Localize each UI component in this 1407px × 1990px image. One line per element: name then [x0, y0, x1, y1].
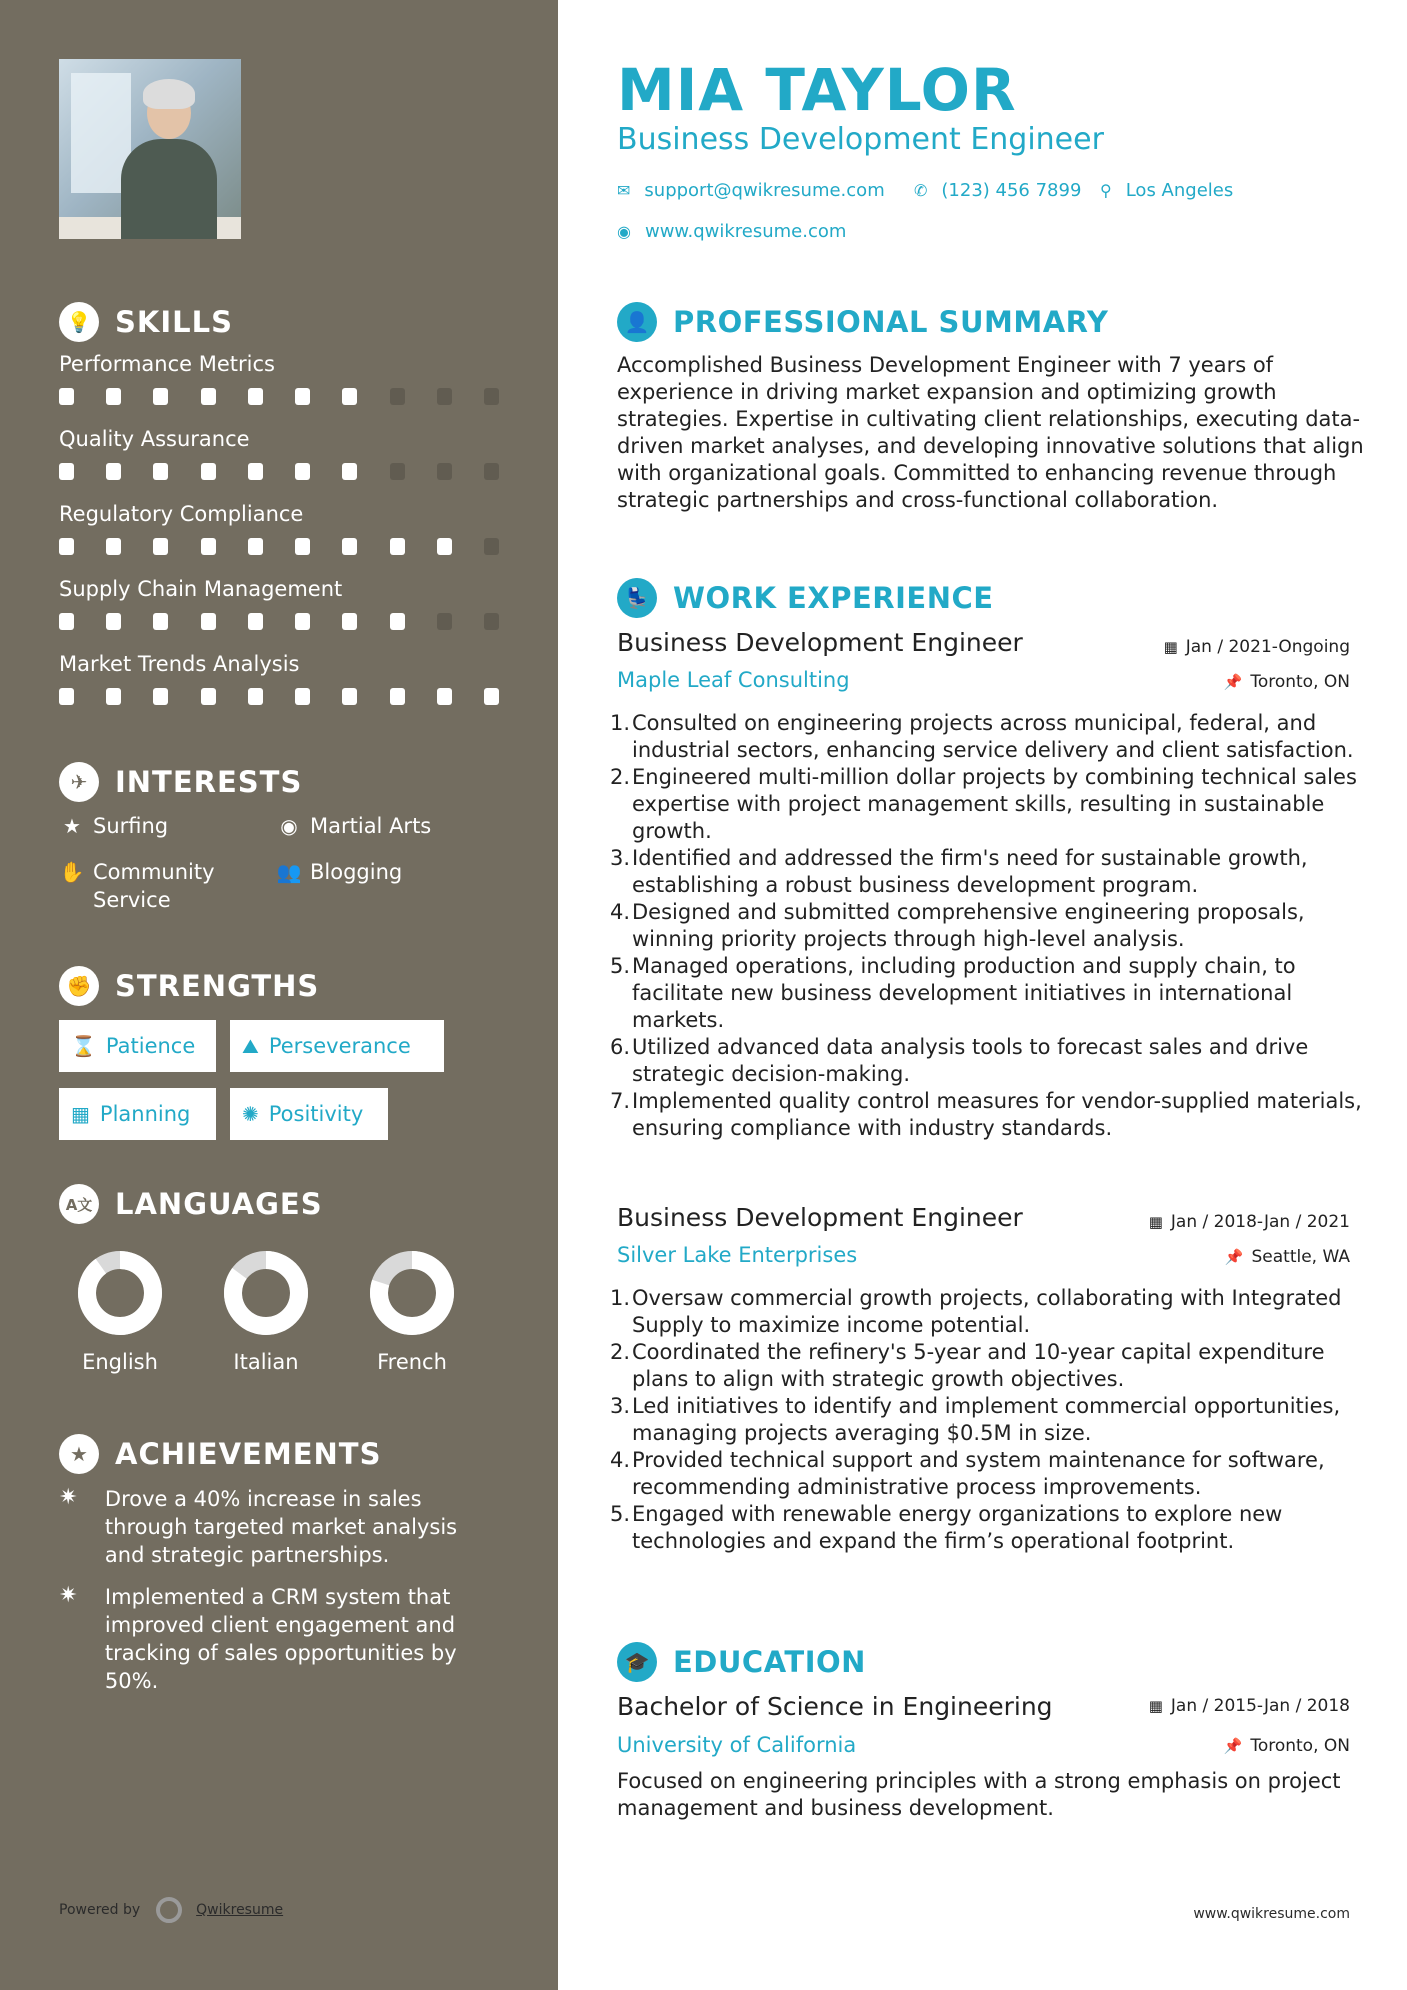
rating-dot — [295, 538, 310, 555]
qwikresume-logo-icon — [156, 1897, 182, 1923]
office-chair-icon: 💺 — [617, 578, 657, 618]
skill-item — [59, 577, 499, 630]
globe-icon: ◉ — [617, 222, 631, 241]
rating-dot — [201, 613, 216, 630]
pin-icon: 📌 — [1223, 673, 1243, 691]
rating-dot — [106, 538, 121, 555]
achievements-heading: ★ ACHIEVEMENTS — [59, 1434, 381, 1474]
achievement-item: ✷ Drove a 40% increase in sales through targeted market analysis and strategic partnerships. — [59, 1485, 458, 1567]
footer-url[interactable]: www.qwikresume.com — [1193, 1906, 1350, 1922]
skill-item — [59, 652, 499, 705]
skills-heading: 💡 SKILLS — [59, 302, 233, 342]
job-bullets — [610, 710, 1380, 1142]
rating-dot — [153, 613, 168, 630]
candidate-name: MIA TAYLOR — [617, 56, 1017, 124]
language-ring — [223, 1250, 309, 1336]
list-item: 4. Provided technical support and system maintenance for software, recommending administrative process improvements. — [610, 1448, 1325, 1499]
user-icon: 👤 — [617, 302, 657, 342]
list-item: 4. Designed and submitted comprehensive engineering proposals, winning priority projects through high-level analysis. — [610, 900, 1305, 951]
skill-rating — [59, 463, 499, 480]
list-item: 3. Identified and addressed the firm's need for sustainable growth, establishing a robust business development program. — [610, 846, 1308, 897]
hourglass-icon: ⌛ — [71, 1034, 96, 1058]
strength-badge: ▦ Planning — [59, 1088, 216, 1140]
achievement-item: ✷ Implemented a CRM system that improved client engagement and tracking of sales opportunities by 50%. — [59, 1583, 457, 1693]
list-item: 3. Led initiatives to identify and implement commercial opportunities, managing projects averaging $0.5M in size. — [610, 1394, 1341, 1445]
job-dates: ▦ Jan / 2018-Jan / 2021 — [1148, 1212, 1350, 1232]
job-role: Business Development Engineer — [617, 1203, 1023, 1232]
rating-dot — [342, 688, 357, 705]
interests-heading: ✈ INTERESTS — [59, 762, 302, 802]
skill-name: Quality Assurance — [59, 427, 250, 451]
job-location: 📌 Seattle, WA — [1224, 1247, 1350, 1267]
rating-dot — [437, 388, 452, 405]
rating-dot — [106, 688, 121, 705]
rating-dot — [484, 613, 499, 630]
rating-dot — [342, 463, 357, 480]
strengths-heading: ✊ STRENGTHS — [59, 966, 319, 1006]
contact-website[interactable]: ◉ www.qwikresume.com — [617, 221, 847, 242]
rating-dot — [484, 538, 499, 555]
map-pin-icon: ⚲ — [1100, 181, 1112, 200]
strength-badge: ⌛ Patience — [59, 1020, 216, 1072]
rating-dot — [248, 538, 263, 555]
list-item: 5. Engaged with renewable energy organizations to explore new technologies and expand the firm’s operational footprint. — [610, 1502, 1283, 1553]
sidebar — [0, 0, 558, 1990]
rating-dot — [484, 388, 499, 405]
language-item: Italian — [196, 1250, 336, 1374]
star-badge-icon: ★ — [59, 1434, 99, 1474]
powered-by: Powered by Qwikresume — [59, 1897, 283, 1923]
rating-dot — [248, 613, 263, 630]
job-role: Business Development Engineer — [617, 628, 1023, 657]
hand-icon: ✋ — [59, 860, 85, 884]
list-item: 7. Implemented quality control measures for vendor-supplied materials, ensuring compliance with industry standards. — [610, 1089, 1362, 1140]
skill-rating — [59, 613, 499, 630]
rating-dot — [59, 463, 74, 480]
calendar-icon: ▦ — [1148, 1213, 1163, 1231]
contact-location: ⚲ Los Angeles — [1100, 180, 1234, 201]
list-item: 1. Consulted on engineering projects across municipal, federal, and industrial sectors, enhancing service delivery and client satisfaction. — [610, 711, 1354, 762]
list-item: 1. Oversaw commercial growth projects, collaborating with Integrated Supply to maximize income potential. — [610, 1286, 1342, 1337]
rating-dot — [390, 538, 405, 555]
summary-text: Accomplished Business Development Engineer with 7 years of experience in driving market expansion and optimizing growth strategies. Expertise in cultivating client relationships, executing data-driven market analyses, and developing innovative solutions that align with organizational goals. Committed to enhancing revenue through strategic partnerships and cross-functional collaboration. — [617, 353, 1364, 512]
rating-dot — [59, 538, 74, 555]
skill-item — [59, 352, 499, 405]
profile-photo — [59, 59, 241, 239]
rating-dot — [484, 688, 499, 705]
envelope-icon: ✉ — [617, 181, 631, 200]
contact-email[interactable]: ✉ support@qwikresume.com — [617, 180, 885, 201]
interest-item: ✋ Community Service — [59, 860, 215, 912]
job-dates: ▦ Jan / 2021-Ongoing — [1163, 637, 1350, 657]
summary-heading: 👤 PROFESSIONAL SUMMARY — [617, 302, 1108, 342]
main-content — [558, 0, 1407, 1990]
rating-dot — [59, 388, 74, 405]
rating-dot — [201, 388, 216, 405]
skill-rating — [59, 688, 499, 705]
skill-name: Supply Chain Management — [59, 577, 343, 601]
ring-fill — [87, 1260, 153, 1326]
paper-plane-icon: ✈ — [59, 762, 99, 802]
rating-dot — [248, 388, 263, 405]
language-item: English — [50, 1250, 190, 1374]
rating-dot — [295, 463, 310, 480]
rating-dot — [201, 688, 216, 705]
rating-dot — [106, 463, 121, 480]
degree: Bachelor of Science in Engineering — [617, 1692, 1053, 1721]
skill-rating — [59, 388, 499, 405]
education-heading: 🎓 EDUCATION — [617, 1642, 866, 1682]
rating-dot — [295, 688, 310, 705]
rating-dot — [59, 613, 74, 630]
education-location: 📌 Toronto, ON — [1223, 1736, 1350, 1756]
contact-phone[interactable]: ✆ (123) 456 7899 — [914, 180, 1082, 201]
rating-dot — [342, 388, 357, 405]
rating-dot — [390, 688, 405, 705]
skill-name: Regulatory Compliance — [59, 502, 304, 526]
language-item: French — [342, 1250, 482, 1374]
job-company: Silver Lake Enterprises — [617, 1243, 858, 1267]
rating-dot — [484, 463, 499, 480]
shooting-star-icon: ✷ — [59, 1583, 78, 1608]
interest-item: 👥 Blogging — [276, 860, 403, 884]
language-ring — [369, 1250, 455, 1336]
school: University of California — [617, 1733, 857, 1757]
rating-dot — [342, 538, 357, 555]
rating-dot — [248, 688, 263, 705]
interest-item: ★ Surfing — [59, 812, 168, 840]
rating-dot — [201, 463, 216, 480]
users-icon: 👥 — [276, 860, 302, 884]
rating-dot — [342, 613, 357, 630]
rating-dot — [437, 688, 452, 705]
list-item: 5. Managed operations, including production and supply chain, to facilitate new business development initiatives in international markets. — [610, 954, 1296, 1032]
rating-dot — [390, 613, 405, 630]
climber-icon: ⛰ — [242, 1034, 259, 1058]
skill-name: Market Trends Analysis — [59, 652, 300, 676]
rating-dot — [201, 538, 216, 555]
calendar-icon: ▦ — [1148, 1697, 1163, 1715]
rating-dot — [153, 463, 168, 480]
rating-dot — [437, 463, 452, 480]
lightbulb-icon: 💡 — [59, 302, 99, 342]
candidate-title: Business Development Engineer — [617, 122, 1104, 157]
rating-dot — [248, 463, 263, 480]
pin-icon: 📌 — [1223, 1737, 1243, 1755]
rating-dot — [153, 688, 168, 705]
job-company: Maple Leaf Consulting — [617, 668, 850, 692]
strength-badge: ✺ Positivity — [230, 1088, 388, 1140]
fist-icon: ✊ — [59, 966, 99, 1006]
graduate-icon: 🎓 — [617, 1642, 657, 1682]
translate-icon: A文 — [59, 1184, 99, 1224]
rating-dot — [295, 613, 310, 630]
sun-icon: ✺ — [242, 1102, 259, 1126]
rating-dot — [437, 613, 452, 630]
list-item: 2. Engineered multi-million dollar projects by combining technical sales expertise with project management skills, resulting in sustainable growth. — [610, 765, 1357, 843]
strength-badge: ⛰ Perseverance — [230, 1020, 444, 1072]
list-item: 6. Utilized advanced data analysis tools to forecast sales and drive strategic decision-making. — [610, 1035, 1309, 1086]
rating-dot — [437, 538, 452, 555]
rating-dot — [153, 538, 168, 555]
calendar-icon: ▦ — [1163, 638, 1178, 656]
job-location: 📌 Toronto, ON — [1223, 672, 1350, 692]
qwikresume-link[interactable]: Qwikresume — [196, 1902, 284, 1918]
education-dates: ▦ Jan / 2015-Jan / 2018 — [1148, 1696, 1350, 1716]
rating-dot — [295, 388, 310, 405]
phone-icon: ✆ — [914, 181, 928, 200]
rating-dot — [106, 388, 121, 405]
skill-name: Performance Metrics — [59, 352, 275, 376]
skill-rating — [59, 538, 499, 555]
rating-dot — [59, 688, 74, 705]
education-text: Focused on engineering principles with a strong emphasis on project management and business development. — [617, 1769, 1341, 1820]
star-icon: ★ — [63, 814, 81, 838]
rating-dot — [390, 463, 405, 480]
list-item: 2. Coordinated the refinery's 5-year and 10-year capital expenditure plans to align with strategic growth objectives. — [610, 1340, 1325, 1391]
skill-item — [59, 427, 499, 480]
skill-item — [59, 502, 499, 555]
interest-item: ◉ Martial Arts — [276, 812, 431, 840]
job-bullets — [610, 1285, 1380, 1555]
calendar-icon: ▦ — [71, 1102, 90, 1126]
language-ring — [77, 1250, 163, 1336]
rating-dot — [390, 388, 405, 405]
rating-dot — [106, 613, 121, 630]
shooting-star-icon: ✷ — [59, 1485, 78, 1510]
globe-icon: ◉ — [280, 814, 298, 838]
pin-icon: 📌 — [1224, 1248, 1244, 1266]
languages-heading: A文 LANGUAGES — [59, 1184, 323, 1224]
experience-heading: 💺 WORK EXPERIENCE — [617, 578, 994, 618]
rating-dot — [153, 388, 168, 405]
